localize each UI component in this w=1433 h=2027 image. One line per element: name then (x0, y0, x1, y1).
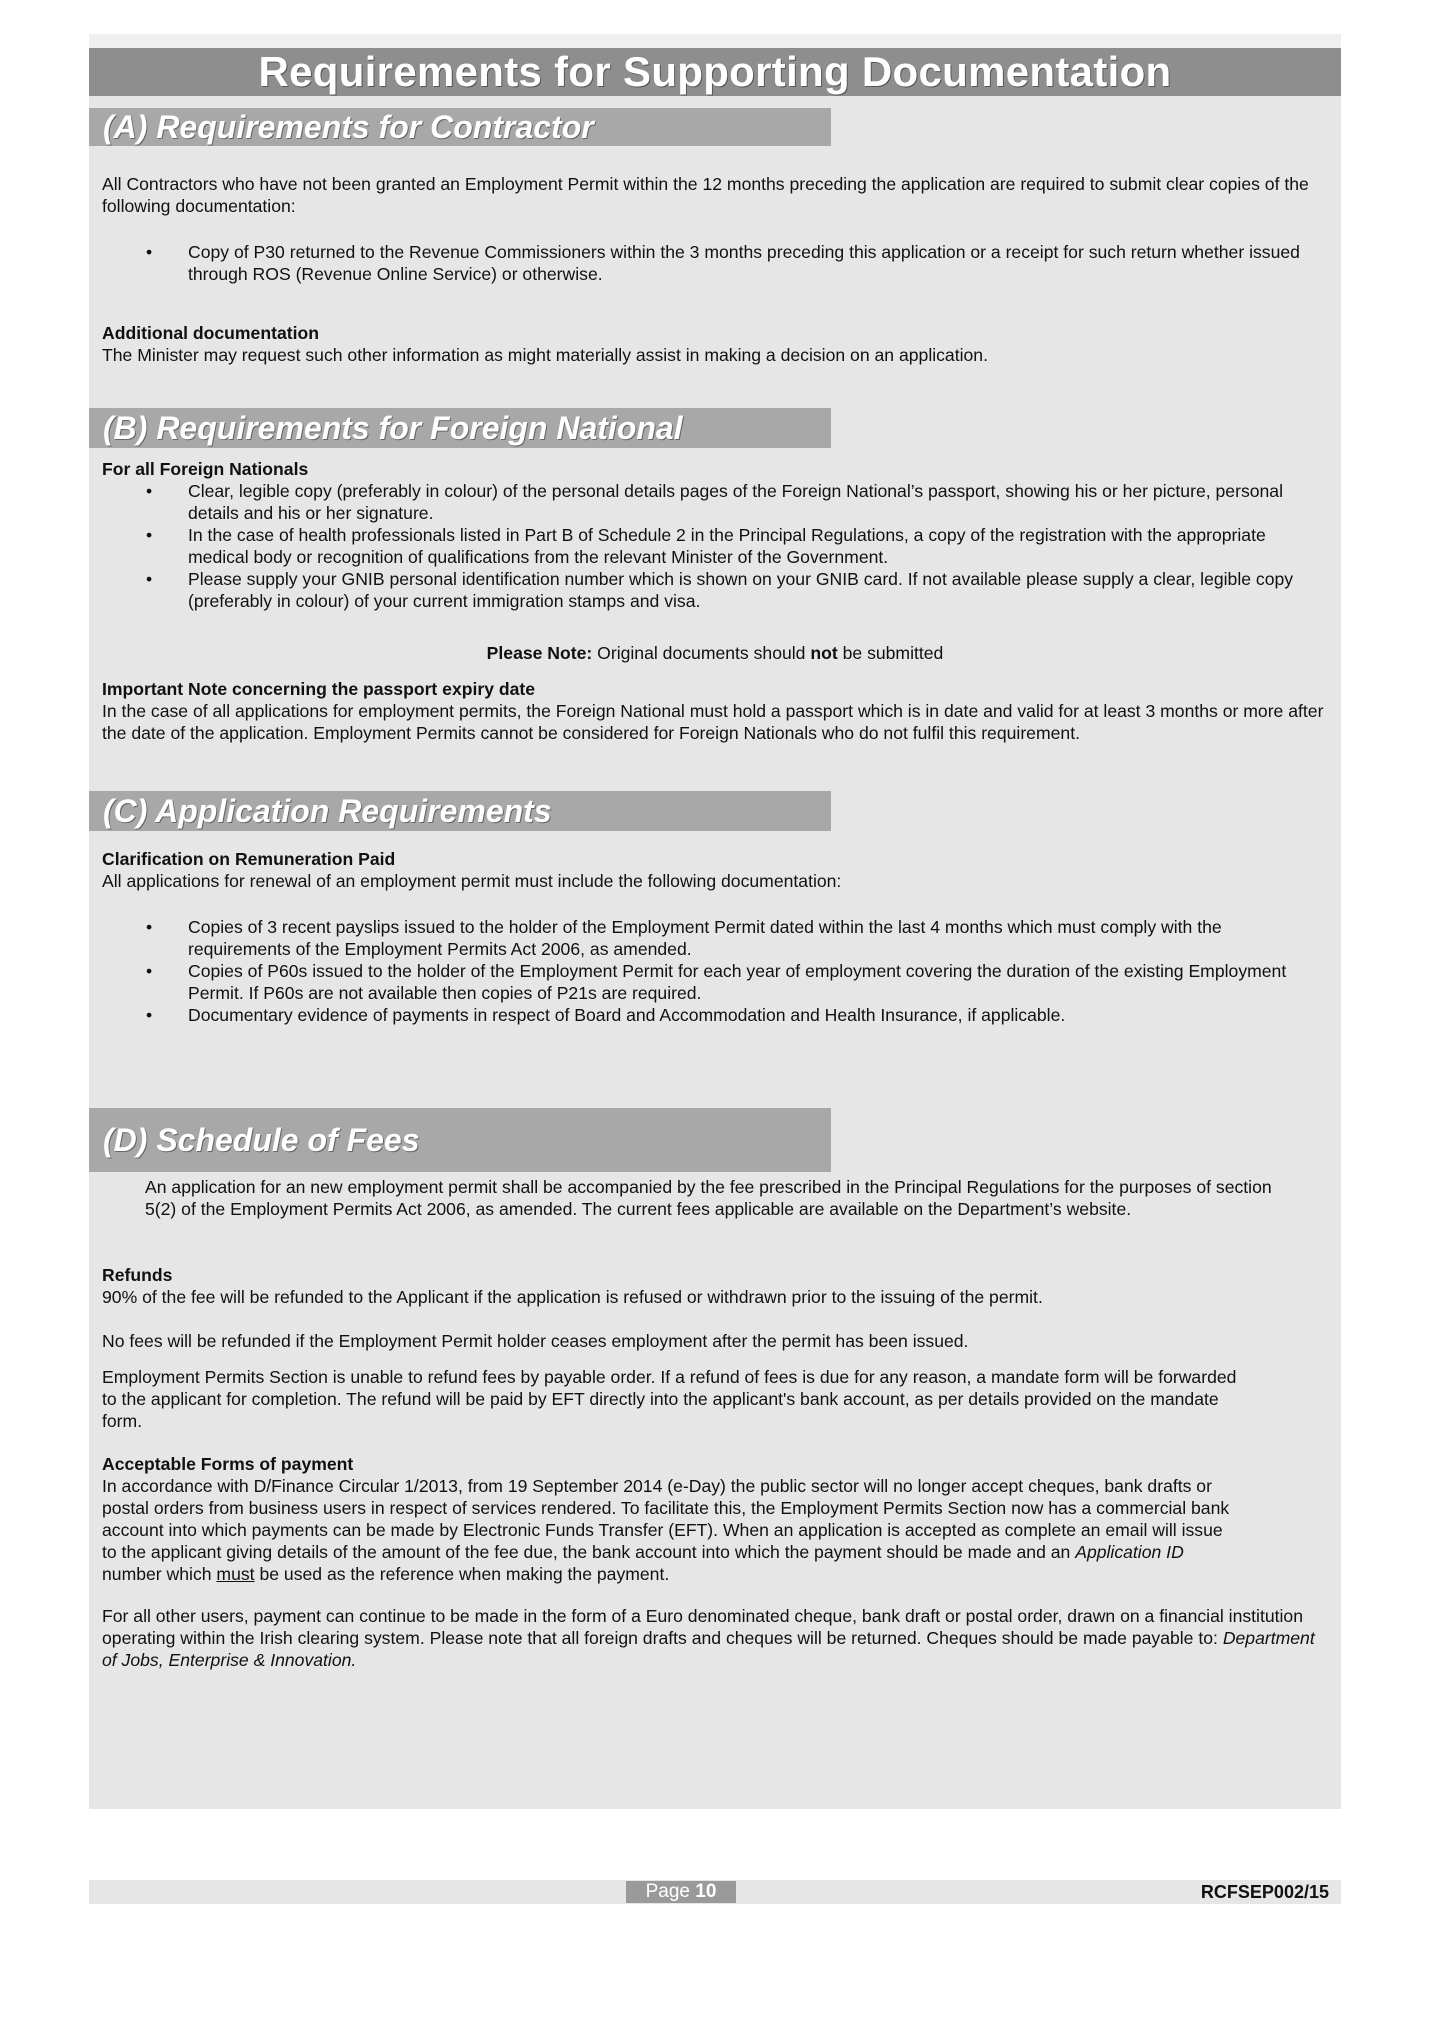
list-item: • Documentary evidence of payments in respect of Board and Accommodation and Health Insurance, if applicable. (146, 1005, 1066, 1025)
foreign-nationals-heading: For all Foreign Nationals (102, 459, 309, 479)
section-c-bullets (102, 916, 1328, 1026)
list-item: • Copy of P30 returned to the Revenue Commissioners within the 3 months preceding this application or a receipt for such return whether issued through ROS (Revenue Online Service) or otherwise. (146, 242, 1300, 284)
section-b-content (102, 458, 1328, 612)
section-c-heading: (C) Application Requirements (89, 791, 831, 831)
additional-heading: Additional documentation (102, 323, 319, 343)
section-b-heading: (B) Requirements for Foreign National (89, 408, 831, 448)
document-page (89, 48, 1341, 1809)
section-a-intro-text: All Contractors who have not been granted an Employment Permit within the 12 months preceding the application are required to submit clear copies of the following documentation: (102, 174, 1309, 216)
section-a-bullets (102, 241, 1328, 285)
section-c-intro (102, 848, 1328, 892)
refunds (102, 1264, 1328, 1308)
payment-text: In accordance with D/Finance Circular 1/2013, from 19 September 2014 (e-Day) the public sector will no longer accept cheques, bank drafts or postal orders from business users in respect of services rendered. To facilitate this, the Employment Permits Section now has a commercial bank account into which payments can be made by Electronic Funds Transfer (EFT). When an application is accepted as complete an email will issue to the applicant giving details of the amount of the fee due, the bank account into which the payment should be made and an Application ID number which must be used as the reference when making the payment. (102, 1476, 1230, 1584)
fees-intro: An application for an new employment permit shall be accompanied by the fee prescribed in the Principal Regulations for the purposes of section 5(2) of the Employment Permits Act 2006, as amended. The current fees applicable are available on the Department’s website. (145, 1177, 1272, 1219)
page-number-box: Page 10 (626, 1881, 736, 1903)
document-code: RCFSEP002/15 (1200, 1882, 1329, 1902)
section-a-additional (102, 322, 1328, 366)
list-item: • Copies of P60s issued to the holder of the Employment Permit for each year of employment covering the duration of the existing Employment Permit. If P60s are not available then copies of P21s are required. (146, 961, 1287, 1003)
other-users: For all other users, payment can continue to be made in the form of a Euro denominated cheque, bank draft or postal order, drawn on a financial institution operating within the Irish clearing system. Please note that all foreign drafts and cheques will be returned. Cheques should be made payable to: Department of Jobs, Enterprise & Innovation. (102, 1606, 1315, 1670)
payment-forms (102, 1453, 1242, 1585)
passport-note (102, 678, 1328, 744)
footer (89, 1880, 1341, 1904)
passport-heading: Important Note concerning the passport expiry date (102, 679, 536, 699)
refunds-heading: Refunds (102, 1265, 173, 1285)
list-item: • In the case of health professionals listed in Part B of Schedule 2 in the Principal Regulations, a copy of the registration with the appropriate medical body or recognition of qualifications from the relevant Minister of the Government. (146, 525, 1266, 567)
remuneration-text: All applications for renewal of an employment permit must include the following documentation: (102, 871, 842, 891)
refunds-text-3: Employment Permits Section is unable to refund fees by payable order. If a refund of fees is due for any reason, a mandate form will be forwarded to the applicant for completion. The refund will be paid by EFT directly into the applicant's bank account, as per details provided on the mandate form. (102, 1367, 1237, 1431)
section-a-intro (102, 173, 1328, 217)
page-number: 10 (695, 1881, 717, 1902)
passport-text: In the case of all applications for employment permits, the Foreign National must hold a passport which is in date and valid for at least 3 months or more after the date of the application. Employment Permits cannot be considered for Foreign Nationals who do not fulfil this requirement. (102, 701, 1324, 743)
list-item: • Clear, legible copy (preferably in colour) of the personal details pages of the Foreign National’s passport, showing his or her picture, personal details and his or her signature. (146, 481, 1284, 523)
please-note: Please Note: Original documents should not be submitted (486, 643, 944, 663)
refunds-text-2: No fees will be refunded if the Employment Permit holder ceases employment after the permit has been issued. (102, 1331, 969, 1351)
section-a-heading: (A) Requirements for Contractor (89, 108, 831, 146)
list-item: • Please supply your GNIB personal identification number which is shown on your GNIB card. If not available please supply a clear, legible copy (preferably in colour) of your current immigration stamps and visa. (146, 569, 1294, 611)
additional-text: The Minister may request such other information as might materially assist in making a decision on an application. (102, 345, 988, 365)
section-d-heading: (D) Schedule of Fees (89, 1108, 831, 1172)
payee-name: Department of Jobs, Enterprise & Innovation. (102, 1628, 1315, 1670)
refunds-text-1: 90% of the fee will be refunded to the Applicant if the application is refused or withdrawn prior to the issuing of the permit. (102, 1287, 1043, 1307)
remuneration-heading: Clarification on Remuneration Paid (102, 849, 396, 869)
page-title: Requirements for Supporting Documentation (89, 48, 1341, 96)
top-strip (89, 34, 1341, 48)
list-item: • Copies of 3 recent payslips issued to the holder of the Employment Permit dated within the last 4 months which must comply with the requirements of the Employment Permits Act 2006, as amended. (146, 917, 1222, 959)
payment-heading: Acceptable Forms of payment (102, 1454, 354, 1474)
